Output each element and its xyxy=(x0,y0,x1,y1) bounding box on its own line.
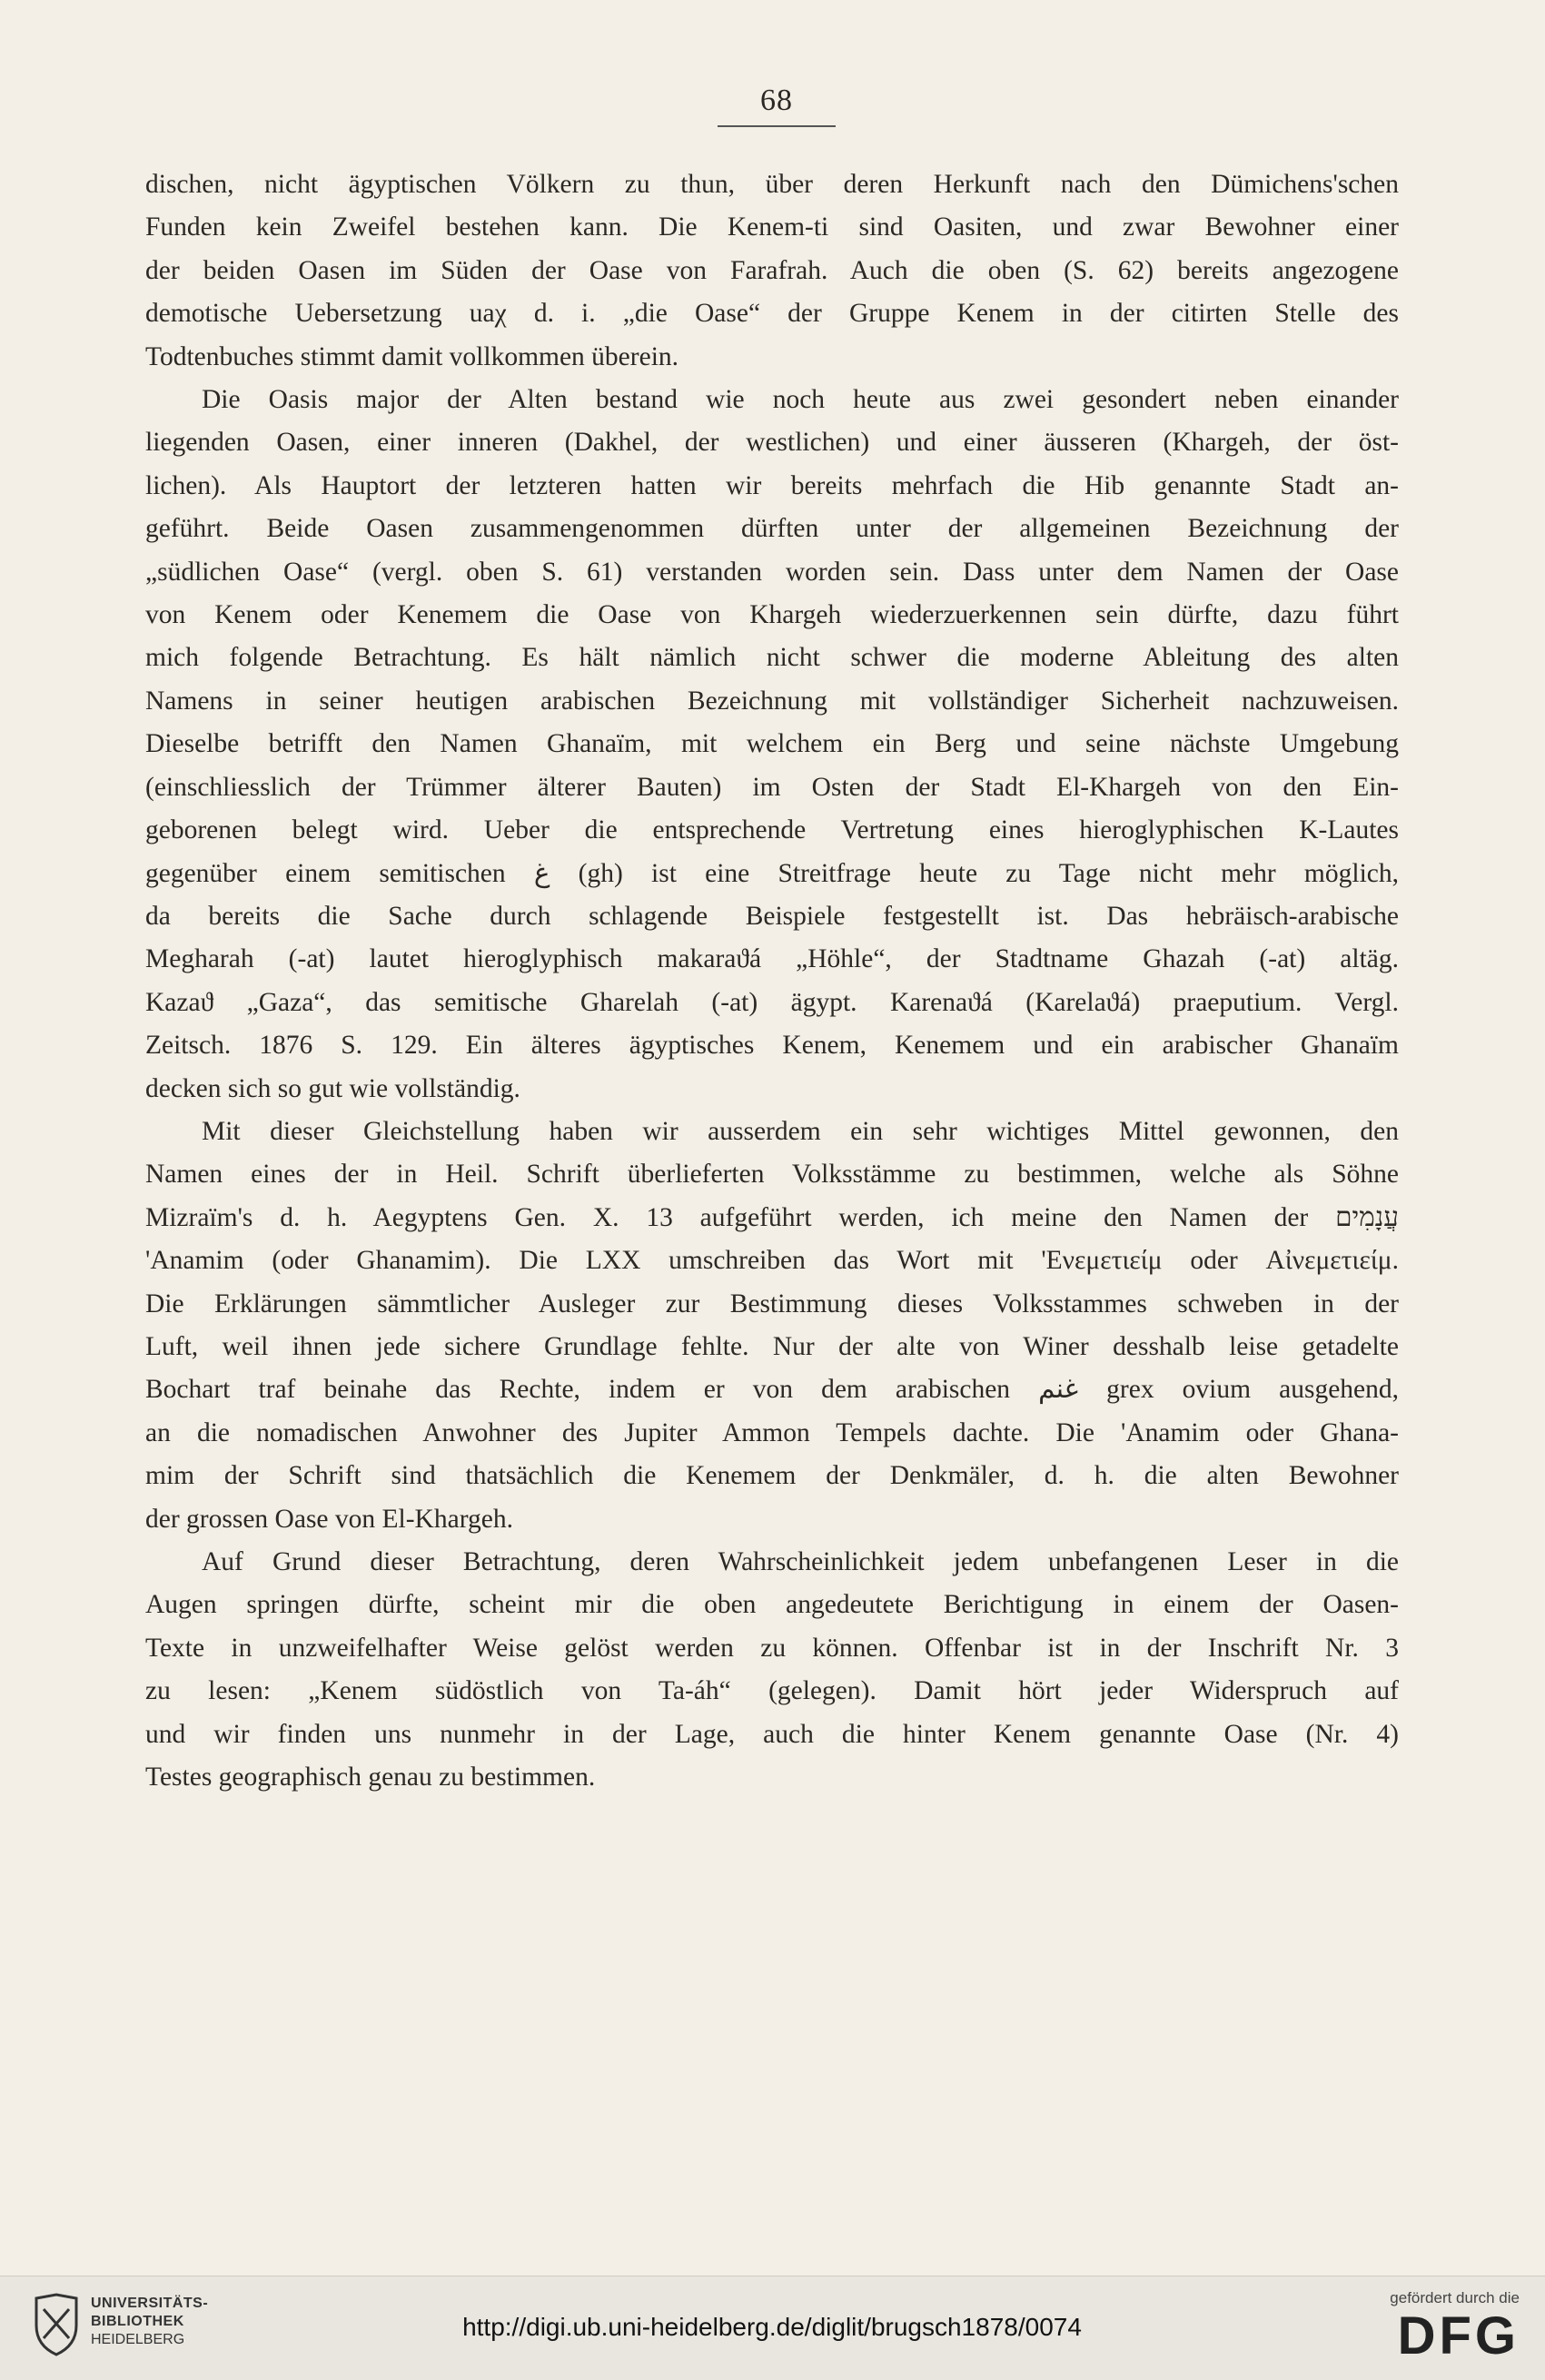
text-line: Testes geographisch genau zu bestimmen. xyxy=(145,1763,596,1792)
text-line: Die Erklärungen sämmtlicher Ausleger zur Bestimmung dieses Volksstammes schweben in der xyxy=(145,1289,1399,1318)
text-line: Augen springen dürfte, scheint mir die oben angedeutete Berichtigung in einem der Oasen- xyxy=(145,1590,1399,1620)
paragraph xyxy=(145,379,1399,1111)
text-line: mim der Schrift sind thatsächlich die Kenemem der Denkmäler, d. h. die alten Bewohner xyxy=(145,1461,1399,1491)
text-line: Mit dieser Gleichstellung haben wir ausserdem ein sehr wichtiges Mittel gewonnen, den xyxy=(202,1116,1399,1146)
text-line: da bereits die Sache durch schlagende Beispiele festgestellt ist. Das hebräisch-arabische xyxy=(145,901,1399,931)
page-number: 68 xyxy=(718,84,836,127)
text-line: Dieselbe betrifft den Namen Ghanaïm, mit welchem ein Berg und seine nächste Umgebung xyxy=(145,729,1399,759)
text-line: Megharah (-at) lautet hieroglyphisch makaraϑá „Höhle“, der Stadtname Ghazah (-at) altäg. xyxy=(145,944,1399,974)
text-line: geführt. Beide Oasen zusammengenommen dürften unter der allgemeinen Bezeichnung der xyxy=(145,514,1399,544)
text-line: Funden kein Zweifel bestehen kann. Die Kenem-ti sind Oasiten, und zwar Bewohner einer xyxy=(145,212,1399,242)
text-line: geborenen belegt wird. Ueber die entsprechende Vertretung eines hieroglyphischen K-Lautes xyxy=(145,815,1399,845)
paragraph xyxy=(145,1541,1399,1799)
paragraph xyxy=(145,1111,1399,1541)
text-line: Bochart traf beinahe das Rechte, indem er von dem arabischen غنم grex ovium ausgehend, xyxy=(145,1375,1400,1405)
text-line: der grossen Oase von El-Khargeh. xyxy=(145,1504,513,1534)
body-text xyxy=(145,163,1399,1799)
text-line: dischen, nicht ägyptischen Völkern zu thun, über deren Herkunft nach den Dümichens'schen xyxy=(145,170,1399,199)
text-line: Namens in seiner heutigen arabischen Bezeichnung mit vollständiger Sicherheit nachzuweisen. xyxy=(145,686,1399,716)
permalink-url[interactable]: http://digi.ub.uni-heidelberg.de/diglit/brugsch1878/0074 xyxy=(462,2313,1082,2341)
text-line: Auf Grund dieser Betrachtung, deren Wahrscheinlichkeit jedem unbefangenen Leser in die xyxy=(202,1547,1399,1576)
text-line: von Kenem oder Kenemem die Oase von Khargeh wiederzuerkennen sein dürfte, dazu führt xyxy=(145,600,1399,630)
text-line: Die Oasis major der Alten bestand wie noch heute aus zwei gesondert neben einander xyxy=(202,385,1399,415)
text-line: 'Anamim (oder Ghanamim). Die LXX umschreiben das Wort mit 'Ενεμετιείμ oder Αἰνεμετιείμ. xyxy=(145,1246,1399,1276)
text-line: Kazaϑ „Gaza“, das semitische Gharelah (-at) ägypt. Karenaϑá (Karelaϑá) praeputium. Vergl. xyxy=(145,987,1399,1017)
text-line: der beiden Oasen im Süden der Oase von Farafrah. Auch die oben (S. 62) bereits angezogene xyxy=(145,255,1399,285)
text-line: Mizraïm's d. h. Aegyptens Gen. X. 13 aufgeführt werden, ich meine den Namen der עֲנָמִים xyxy=(145,1202,1399,1232)
text-line: und wir finden uns nunmehr in der Lage, auch die hinter Kenem genannte Oase (Nr. 4) xyxy=(145,1719,1399,1749)
text-line: gegenüber einem semitischen غ (gh) ist eine Streitfrage heute zu Tage nicht mehr möglich, xyxy=(145,858,1399,888)
funding-text: gefördert durch die xyxy=(1390,2289,1520,2306)
text-line: demotische Uebersetzung uaχ d. i. „die Oase“ der Gruppe Kenem in der citirten Stelle des xyxy=(145,299,1399,329)
library-line-3: HEIDELBERG xyxy=(91,2332,185,2347)
text-line: Todtenbuches stimmt damit vollkommen überein. xyxy=(145,341,679,371)
library-name xyxy=(91,2295,208,2349)
text-line: Luft, weil ihnen jede sichere Grundlage fehlte. Nur der alte von Winer desshalb leise getadelte xyxy=(145,1331,1399,1361)
paragraph xyxy=(145,163,1399,379)
text-line: lichen). Als Hauptort der letzteren hatten wir bereits mehrfach die Hib genannte Stadt an- xyxy=(145,470,1399,500)
library-line-2: BIBLIOTHEK xyxy=(91,2314,184,2329)
library-line-1: UNIVERSITÄTS- xyxy=(91,2296,209,2311)
text-line: „südlichen Oase“ (vergl. oben S. 61) verstanden worden sein. Dass unter dem Namen der Oase xyxy=(145,557,1399,587)
dfg-logo: DFG xyxy=(1397,2306,1520,2365)
text-line: Zeitsch. 1876 S. 129. Ein älteres ägyptisches Kenem, Kenemem und ein arabischer Ghanaïm xyxy=(145,1031,1399,1061)
text-line: decken sich so gut wie vollständig. xyxy=(145,1073,520,1103)
text-line: liegenden Oasen, einer inneren (Dakhel, der westlichen) und einer äusseren (Khargeh, der öst- xyxy=(145,428,1399,458)
university-logo-icon xyxy=(33,2293,80,2356)
text-line: (einschliesslich der Trümmer älterer Bauten) im Osten der Stadt El-Khargeh von den Ein- xyxy=(145,772,1399,802)
text-line: Namen eines der in Heil. Schrift überlieferten Volksstämme zu bestimmen, welche als Söhne xyxy=(145,1160,1399,1190)
text-line: mich folgende Betrachtung. Es hält nämlich nicht schwer die moderne Ableitung des alten xyxy=(145,643,1399,673)
text-line: Texte in unzweifelhafter Weise gelöst werden zu können. Offenbar ist in der Inschrift Nr. 3 xyxy=(145,1633,1399,1663)
funder-badge xyxy=(1390,2289,1520,2365)
footer-bar xyxy=(0,2276,1545,2380)
text-line: an die nomadischen Anwohner des Jupiter Ammon Tempels dachte. Die 'Anamim oder Ghana- xyxy=(145,1417,1399,1447)
text-line: zu lesen: „Kenem südöstlich von Ta-áh“ (gelegen). Damit hört jeder Widerspruch auf xyxy=(145,1676,1399,1706)
